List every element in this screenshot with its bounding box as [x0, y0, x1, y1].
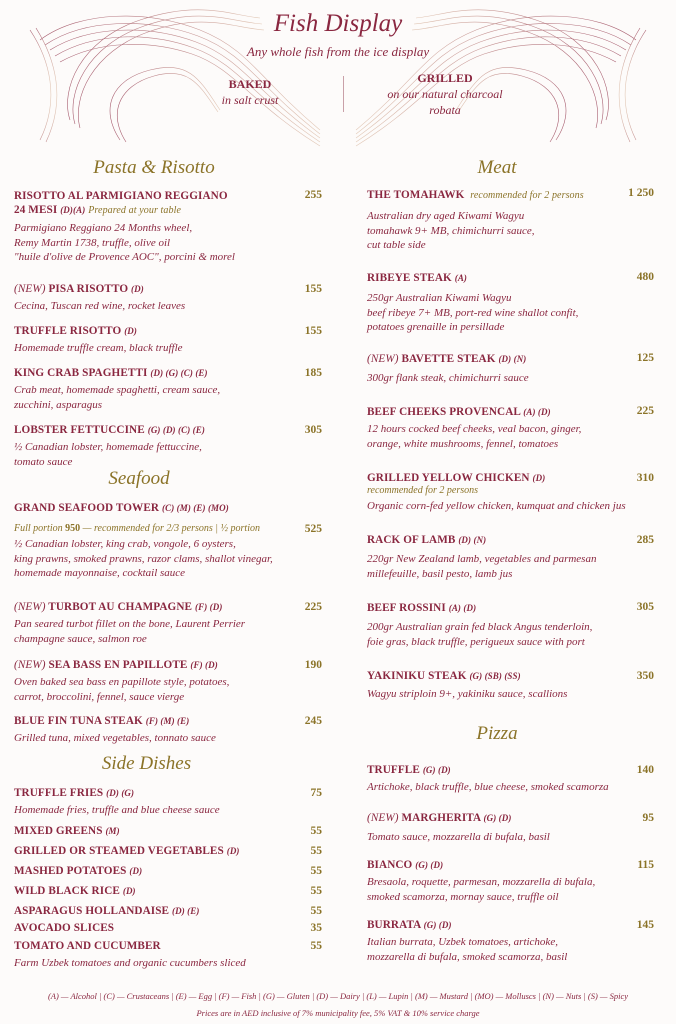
item-price: 95	[642, 812, 654, 824]
item-name-text: MASHED POTATOES	[14, 865, 127, 877]
desc-line: ½ Canadian lobster, king crab, vongole, 6 oysters,	[14, 538, 236, 550]
desc-line: ½ Canadian lobster, homemade fettuccine,	[14, 441, 202, 453]
item-name-text: GRILLED OR STEAMED VEGETABLES	[14, 845, 224, 857]
item-price: 55	[310, 845, 322, 857]
item-name	[367, 405, 617, 419]
price-disclaimer: Prices are in AED inclusive of 7% municipality fee, 5% VAT & 10% service charge	[196, 1008, 480, 1018]
item-note: recommended for 2 persons	[367, 485, 479, 496]
section-title-side-dishes: Side Dishes	[101, 753, 192, 774]
allergen-codes: (D) (N)	[458, 535, 487, 545]
item-name-line-2: 24 MESI	[14, 204, 58, 216]
item-description: Organic corn-fed yellow chicken, kumquat and chicken jus	[367, 500, 626, 512]
page-subtitle: Any whole fish from the ice display	[246, 44, 430, 59]
allergen-codes: (D)	[131, 284, 144, 294]
item-name-text: TRUFFLE FRIES	[14, 787, 104, 799]
menu-item	[14, 714, 314, 746]
item-description: Homemade truffle cream, black truffle	[14, 342, 183, 354]
allergen-codes: (F) (M) (E)	[145, 716, 190, 726]
item-name-text: BAVETTE STEAK	[401, 353, 496, 365]
item-name-text: MIXED GREENS	[14, 825, 103, 837]
item-name	[14, 864, 274, 878]
item-price: 155	[304, 325, 322, 337]
item-name	[14, 324, 314, 338]
menu-item	[367, 405, 617, 451]
item-description	[14, 221, 324, 265]
item-price: 225	[304, 601, 322, 613]
item-name	[14, 658, 314, 672]
allergen-codes: (A) (D)	[523, 407, 551, 417]
item-price: 350	[636, 670, 654, 682]
menu-item	[14, 600, 314, 646]
item-price: 55	[310, 885, 322, 897]
new-badge: (NEW)	[14, 601, 46, 613]
menu-item	[14, 904, 274, 918]
menu-item	[14, 282, 314, 314]
desc-line: Bresaola, roquette, parmesan, mozzarella di bufala,	[367, 876, 596, 888]
allergen-codes: (D) (E)	[172, 906, 200, 916]
desc-line: smoked scamorza, mornay sauce, truffle oil	[367, 890, 559, 903]
desc-line: mozzarella di bufala, smoked scamorza, basil	[367, 950, 568, 963]
menu-item	[14, 658, 314, 704]
page-title: Fish Display	[273, 10, 403, 37]
new-badge: (NEW)	[367, 353, 399, 365]
new-badge: (NEW)	[14, 283, 46, 295]
item-price: 285	[636, 534, 654, 546]
item-name-text: GRILLED YELLOW CHICKEN	[367, 472, 530, 484]
grilled-desc-1: on our natural charcoal	[387, 87, 503, 101]
item-description	[367, 209, 617, 253]
item-price: 55	[310, 865, 322, 877]
menu-item	[367, 352, 617, 386]
item-name-text: LOBSTER FETTUCCINE	[14, 424, 145, 436]
item-note: Prepared at your table	[88, 205, 182, 216]
desc-line: 12 hours cocked beef cheeks, veal bacon, ginger,	[367, 423, 582, 435]
allergen-codes: (F) (D)	[195, 602, 223, 612]
menu-item	[14, 366, 314, 412]
item-name-text: BEEF CHEEKS PROVENCAL	[367, 406, 521, 418]
item-name-text: KING CRAB SPAGHETTI	[14, 367, 148, 379]
item-name	[14, 714, 314, 728]
grilled-title: GRILLED	[417, 71, 473, 85]
menu-item	[14, 939, 314, 971]
item-name-text: WILD BLACK RICE	[14, 885, 120, 897]
allergen-codes: (G) (D) (C) (E)	[147, 425, 205, 435]
new-badge: (NEW)	[14, 659, 46, 671]
desc-line: homemade mayonnaise, cocktail sauce	[14, 567, 186, 579]
full-portion-label: Full portion	[14, 523, 63, 534]
item-description	[367, 935, 647, 964]
item-price: 310	[636, 472, 654, 484]
item-name-text: RIBEYE STEAK	[367, 272, 452, 284]
item-name-text: TURBOT AU CHAMPAGNE	[48, 601, 193, 613]
menu-item	[14, 423, 314, 469]
item-name	[14, 824, 274, 838]
section-title-pizza: Pizza	[476, 723, 518, 744]
item-description: Wagyu striploin 9+, yakiniku sauce, scallions	[367, 688, 568, 700]
desc-line: Remy Martin 1738, truffle, olive oil	[14, 236, 171, 249]
item-name: TOMATO AND CUCUMBER	[14, 940, 161, 952]
item-name	[367, 188, 617, 203]
desc-line: "huile d'olive de Provence AOC", porcini & morel	[14, 251, 235, 263]
desc-line: orange, white mushrooms, fennel, tomatoes	[367, 437, 559, 450]
desc-line: king prawns, smoked prawns, razor clams, shallot vinegar,	[14, 552, 273, 565]
allergen-codes: (D)(A)	[60, 205, 86, 215]
item-name	[14, 904, 274, 918]
item-name-text: ASPARAGUS HOLLANDAISE	[14, 905, 170, 917]
desc-line: millefeuille, basil pesto, lamb jus	[367, 567, 513, 580]
allergen-codes: (G) (D)	[422, 765, 451, 775]
menu-item	[367, 271, 617, 335]
item-price: 55	[310, 940, 322, 952]
desc-line: zucchini, asparagus	[14, 398, 102, 411]
section-title-pasta: Pasta & Risotto	[93, 157, 215, 178]
section-title-seafood: Seafood	[108, 468, 170, 489]
desc-line: potatoes grenaille in persillade	[367, 321, 505, 333]
item-name-text: SEA BASS EN PAPILLOTE	[48, 659, 188, 671]
allergen-codes: (D) (N)	[498, 354, 527, 364]
grilled-option	[370, 70, 520, 118]
item-price: 155	[304, 283, 322, 295]
full-portion-price: 950	[65, 523, 81, 534]
item-price: 125	[636, 352, 654, 364]
desc-line: Oven baked sea bass en papillote style, potatoes,	[14, 676, 230, 688]
desc-line: tomahawk 9+ MB, chimichurri sauce,	[367, 224, 535, 237]
item-description	[367, 552, 647, 581]
menu-item	[14, 324, 314, 356]
header-divider	[343, 76, 344, 112]
item-price: 225	[636, 405, 654, 417]
item-price: 305	[304, 424, 322, 436]
allergen-codes: (D)	[226, 846, 240, 856]
item-description	[14, 617, 314, 646]
item-description: Farm Uzbek tomatoes and organic cucumbers sliced	[14, 957, 246, 969]
item-price: 75	[310, 787, 322, 799]
item-description	[14, 383, 314, 412]
item-description	[367, 422, 617, 451]
item-price: 115	[637, 859, 654, 871]
item-name	[14, 844, 274, 858]
item-name	[14, 282, 314, 296]
item-description	[367, 291, 617, 335]
item-price: 305	[636, 601, 654, 613]
item-description: Homemade fries, truffle and blue cheese sauce	[14, 804, 220, 816]
item-name-text: TRUFFLE	[367, 764, 420, 776]
item-name	[367, 271, 617, 285]
menu-item	[14, 921, 274, 935]
item-price: 1 250	[628, 187, 654, 199]
item-price: 55	[310, 825, 322, 837]
portion-recommendation: — recommended for 2/3 persons | ½ portion	[82, 523, 260, 534]
item-name-text: BURRATA	[367, 919, 421, 931]
allergen-legend: (A) — Alcohol | (C) — Crustaceans | (E) — Egg | (F) — Fish | (G) — Gluten | (D) — Dairy | (L) — Lupin | (M) — Mustard | (MO) — Molluscs | (N) — Nuts | (S) — Spicy	[47, 991, 629, 1001]
menu-item	[14, 864, 274, 878]
item-description	[14, 675, 314, 704]
baked-desc: in salt crust	[221, 93, 279, 107]
menu-item	[14, 786, 314, 818]
menu-item	[367, 188, 617, 253]
desc-line: Crab meat, homemade spaghetti, cream sauce,	[14, 384, 221, 396]
item-price: 245	[304, 715, 322, 727]
item-name-text: MARGHERITA	[401, 812, 481, 824]
allergen-codes: (M)	[105, 826, 120, 836]
item-name	[14, 786, 314, 800]
desc-line: 220gr New Zealand lamb, vegetables and parmesan	[367, 553, 597, 565]
item-name-text: THE TOMAHAWK	[367, 189, 465, 201]
desc-line: champagne sauce, salmon roe	[14, 632, 147, 645]
desc-line: tomato sauce	[14, 455, 73, 468]
item-price: 55	[310, 905, 322, 917]
allergen-codes: (G) (D)	[415, 860, 444, 870]
desc-line: Australian dry aged Kiwami Wagyu	[367, 210, 525, 222]
menu-item	[14, 844, 274, 858]
item-description: 300gr flank steak, chimichurri sauce	[367, 372, 529, 384]
new-badge: (NEW)	[367, 812, 399, 824]
grilled-desc-2: robata	[429, 103, 461, 117]
desc-line: Italian burrata, Uzbek tomatoes, artichoke,	[367, 936, 558, 948]
baked-option	[200, 76, 300, 108]
item-name-text: TRUFFLE RISOTTO	[14, 325, 122, 337]
item-description: Tomato sauce, mozzarella di bufala, basil	[367, 831, 550, 843]
allergen-codes: (G) (D)	[423, 920, 452, 930]
baked-title: BAKED	[228, 77, 272, 91]
desc-line: cut table side	[367, 239, 426, 251]
item-name	[14, 501, 332, 515]
allergen-codes: (A) (D)	[448, 603, 477, 613]
allergen-codes: (G) (SB) (SS)	[469, 671, 521, 681]
item-description: Grilled tuna, mixed vegetables, tonnato sauce	[14, 732, 216, 744]
item-name-text: RACK OF LAMB	[367, 534, 456, 546]
allergen-codes: (D) (G) (C) (E)	[150, 368, 208, 378]
item-price: 185	[304, 367, 322, 379]
section-title-meat: Meat	[477, 157, 517, 178]
item-name-text: YAKINIKU STEAK	[367, 670, 467, 682]
item-description	[367, 875, 647, 904]
desc-line: beef ribeye 7+ MB, port-red wine shallot confit,	[367, 306, 579, 319]
allergen-codes: (D)	[122, 886, 136, 896]
menu-item	[14, 824, 274, 838]
item-description	[14, 440, 314, 469]
desc-line: 200gr Australian grain fed black Angus tenderloin,	[367, 621, 593, 633]
item-name-text: PISA RISOTTO	[48, 283, 129, 295]
allergen-codes: (D)	[124, 326, 137, 336]
item-price: 480	[636, 271, 654, 283]
item-name	[14, 366, 314, 380]
allergen-codes: (D)	[129, 866, 143, 876]
desc-line: foie gras, black truffle, perigueux sauce with port	[367, 635, 585, 648]
item-name	[367, 352, 617, 366]
item-name-text: BIANCO	[367, 859, 413, 871]
item-name-text: BLUE FIN TUNA STEAK	[14, 715, 143, 727]
item-description: Cecina, Tuscan red wine, rocket leaves	[14, 300, 186, 312]
allergen-codes: (G) (D)	[483, 813, 512, 823]
item-price: 255	[304, 189, 322, 201]
item-name: AVOCADO SLICES	[14, 922, 115, 934]
item-price: 35	[310, 922, 322, 934]
allergen-codes: (D)	[532, 473, 546, 483]
item-name	[14, 423, 314, 437]
item-name-text: BEEF ROSSINI	[367, 602, 446, 614]
allergen-codes: (F) (D)	[190, 660, 218, 670]
item-price: 190	[304, 659, 322, 671]
allergen-codes: (D) (G)	[106, 788, 135, 798]
desc-line: Parmigiano Reggiano 24 Months wheel,	[14, 222, 193, 234]
desc-line: 250gr Australian Kiwami Wagyu	[367, 292, 512, 304]
item-name-text: GRAND SEAFOOD TOWER	[14, 502, 160, 514]
item-description	[14, 537, 332, 581]
item-name-line-1: RISOTTO AL PARMIGIANO REGGIANO	[14, 190, 228, 202]
desc-line: carrot, broccolini, fennel, sauce vierge	[14, 690, 185, 703]
item-name	[14, 884, 274, 898]
item-name	[14, 600, 314, 614]
item-price: 525	[304, 523, 322, 535]
allergen-codes: (A)	[454, 273, 468, 283]
desc-line: Pan seared turbot fillet on the bone, Laurent Perrier	[14, 618, 246, 630]
menu-item	[14, 884, 274, 898]
item-note: recommended for 2 persons	[470, 190, 584, 201]
item-description: Artichoke, black truffle, blue cheese, smoked scamorza	[367, 781, 609, 793]
allergen-codes: (C) (M) (E) (MO)	[162, 503, 229, 513]
item-description	[367, 620, 647, 649]
item-price: 140	[636, 764, 654, 776]
item-price: 145	[636, 919, 654, 931]
menu-item	[14, 501, 332, 581]
